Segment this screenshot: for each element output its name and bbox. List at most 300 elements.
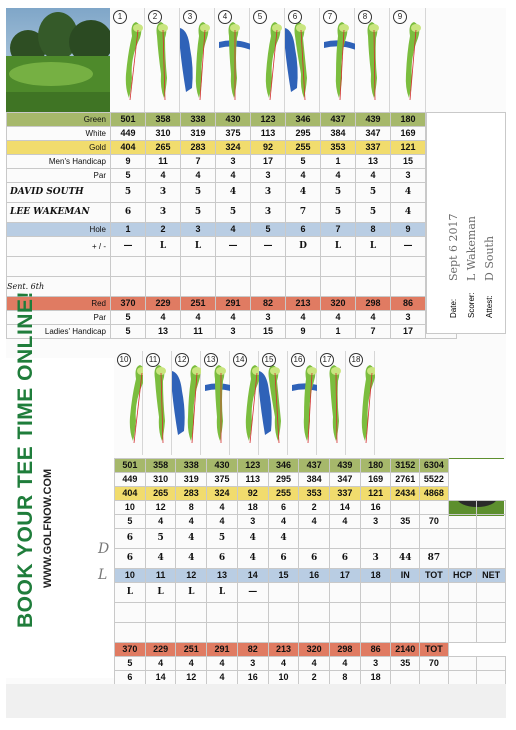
gold-cell: 404 [115, 487, 146, 501]
hole-13-layout [201, 351, 230, 455]
par-cell: 4 [146, 169, 181, 183]
mens-cell: 6 [268, 501, 299, 515]
hole-17-layout [317, 351, 346, 455]
player2-cell[interactable]: 6 [268, 549, 299, 569]
blank1-cell[interactable] [115, 603, 146, 623]
par2-label: Par [7, 311, 111, 325]
hole-number: 10 [117, 353, 131, 367]
player1-cell[interactable] [477, 529, 506, 549]
plusminus-cell[interactable]: L [181, 237, 216, 257]
blank1-cell[interactable] [391, 603, 420, 623]
green-cell: 501 [111, 113, 146, 127]
red-cell: 251 [176, 643, 207, 657]
hole-cell: 17 [330, 569, 361, 583]
hole-diagram-9 [390, 8, 426, 112]
par-cell: 3 [391, 169, 426, 183]
gold-cell: 283 [176, 487, 207, 501]
ladies-cell: 10 [268, 671, 299, 685]
empty-cell[interactable] [391, 277, 426, 297]
mens-cell: 15 [391, 155, 426, 169]
par2-cell: 4 [356, 311, 391, 325]
ladies-row [7, 325, 457, 339]
player1-cell[interactable] [448, 529, 477, 549]
par-cell: 4 [268, 515, 299, 529]
player2-cell[interactable]: 7 [286, 203, 321, 223]
par-cell: 4 [286, 169, 321, 183]
scorer-value: L Wakeman [465, 216, 478, 281]
plusminus-cell[interactable] [268, 583, 299, 603]
red-cell: 229 [145, 643, 176, 657]
plusminus-cell[interactable]: L [176, 583, 207, 603]
empty-cell[interactable] [146, 277, 181, 297]
red-cell [448, 643, 477, 657]
hole-6-layout [285, 8, 320, 112]
ladies-cell [420, 671, 449, 685]
par-cell: 4 [330, 515, 361, 529]
hole-diagram-4 [215, 8, 250, 112]
note-cell [7, 257, 111, 277]
green-cell: 439 [356, 113, 391, 127]
par2-row [7, 311, 457, 325]
empty-cell[interactable] [356, 277, 391, 297]
blank1-cell[interactable] [448, 603, 477, 623]
player2-cell[interactable]: 4 [237, 549, 268, 569]
ladies-cell: 3 [216, 325, 251, 339]
ladies-cell: 6 [115, 671, 146, 685]
hole-cell: 9 [391, 223, 426, 237]
green-cell: 123 [251, 113, 286, 127]
par2-cell: 4 [268, 657, 299, 671]
player2-cell[interactable]: 6 [207, 549, 238, 569]
blank2-cell[interactable] [477, 623, 506, 643]
player1-cell[interactable]: 3 [146, 183, 181, 203]
mens-cell [391, 501, 420, 515]
mens-cell: 17 [251, 155, 286, 169]
hole-cell: 5 [251, 223, 286, 237]
blank2-cell[interactable] [145, 623, 176, 643]
course-photo [6, 8, 110, 112]
player2-cell[interactable]: 6 [330, 549, 361, 569]
par2-cell: 5 [111, 311, 146, 325]
hole-16-layout [288, 351, 317, 455]
hole-12-layout [172, 351, 201, 455]
fairway [215, 365, 225, 441]
blank1-cell[interactable] [477, 603, 506, 623]
gold-cell: 92 [237, 487, 268, 501]
blank1-cell[interactable] [237, 603, 268, 623]
player1-cell[interactable]: 4 [391, 183, 426, 203]
blank2-cell[interactable] [299, 623, 330, 643]
blank2-cell[interactable] [448, 623, 477, 643]
plusminus-cell[interactable]: D [286, 237, 321, 257]
red-cell: 213 [286, 297, 321, 311]
player2-cell[interactable]: 4 [176, 549, 207, 569]
player1-cell[interactable]: 4 [286, 183, 321, 203]
back-initial-2: L [98, 567, 108, 583]
mens-cell: 16 [360, 501, 391, 515]
green-cell [448, 459, 477, 473]
mens-cell: 11 [146, 155, 181, 169]
green-cell: 123 [237, 459, 268, 473]
blank-row [7, 277, 457, 297]
scorecard [6, 8, 506, 718]
blank2-cell[interactable] [330, 623, 361, 643]
player2-cell[interactable]: 87 [420, 549, 449, 569]
blank2-cell[interactable] [115, 623, 146, 643]
mens-cell: 10 [115, 501, 146, 515]
red-cell: 291 [216, 297, 251, 311]
par-cell: 70 [420, 515, 449, 529]
blank1-cell[interactable] [420, 603, 449, 623]
hole-cell: 12 [176, 569, 207, 583]
par2-cell: 3 [251, 311, 286, 325]
hole-diagram-13 [201, 351, 230, 455]
hole-cell: 15 [268, 569, 299, 583]
par2-cell: 4 [321, 311, 356, 325]
empty-cell[interactable] [181, 257, 216, 277]
par2-cell: 4 [330, 657, 361, 671]
blank1-cell[interactable] [176, 603, 207, 623]
hole-number: 3 [183, 10, 197, 24]
player1-cell[interactable]: 5 [111, 183, 146, 203]
green-cell: 338 [181, 113, 216, 127]
white-cell: 375 [207, 473, 238, 487]
empty-cell[interactable] [216, 257, 251, 277]
gold-cell: 121 [360, 487, 391, 501]
player2-cell[interactable]: 5 [216, 203, 251, 223]
hole-3-layout [180, 8, 215, 112]
mens-cell: 3 [216, 155, 251, 169]
plusminus-cell[interactable]: — [391, 237, 426, 257]
back-par-row [115, 515, 506, 529]
gold-cell: 404 [111, 141, 146, 155]
player2-cell[interactable]: 3 [251, 203, 286, 223]
white-cell: 169 [391, 127, 426, 141]
par-cell: 4 [299, 515, 330, 529]
blank-row [7, 257, 457, 277]
white-cell: 310 [146, 127, 181, 141]
player2-cell[interactable]: 44 [391, 549, 420, 569]
empty-cell[interactable] [111, 257, 146, 277]
player2-cell[interactable]: 4 [391, 203, 426, 223]
par-cell [448, 515, 477, 529]
hole-1-layout [110, 8, 145, 112]
player2-cell[interactable]: 3 [146, 203, 181, 223]
par-cell: 3 [237, 515, 268, 529]
green-label: Green [7, 113, 111, 127]
gold-cell: 337 [356, 141, 391, 155]
empty-cell[interactable] [286, 277, 321, 297]
red-cell: 82 [251, 297, 286, 311]
hole-diagram-14 [230, 351, 259, 455]
back-plusminus-row [115, 583, 506, 603]
promo-headline: BOOK YOUR TEE TIME ONLINE! [14, 291, 37, 628]
fairway [406, 22, 420, 98]
hole-diagram-12 [172, 351, 201, 455]
blank1-cell[interactable] [145, 603, 176, 623]
gold-cell: 337 [330, 487, 361, 501]
hole-2-layout [145, 8, 180, 112]
ladies-cell: 5 [111, 325, 146, 339]
red-cell: 2140 [391, 643, 420, 657]
blank2-cell[interactable] [268, 623, 299, 643]
empty-cell[interactable] [251, 257, 286, 277]
player1-cell[interactable] [391, 529, 420, 549]
hole-number: 17 [320, 353, 334, 367]
back-hole-diagrams [114, 351, 375, 455]
attest-label: Attest: [485, 295, 494, 318]
player1-cell[interactable]: 4 [268, 529, 299, 549]
fairway [130, 365, 143, 441]
green-cell: 430 [207, 459, 238, 473]
hole-5-layout [250, 8, 285, 112]
red-cell: 298 [356, 297, 391, 311]
mens-cell: 14 [330, 501, 361, 515]
par-label: Par [7, 169, 111, 183]
blank2-cell[interactable] [420, 623, 449, 643]
gold-cell [448, 487, 477, 501]
plusminus-cell[interactable]: L [207, 583, 238, 603]
ladies-cell: 12 [176, 671, 207, 685]
ladies-cell [448, 671, 477, 685]
hole-18-layout [346, 351, 375, 455]
player1-cell[interactable]: 4 [216, 183, 251, 203]
gold-cell: 283 [181, 141, 216, 155]
blank2-cell[interactable] [391, 623, 420, 643]
plusminus-cell[interactable]: L [115, 583, 146, 603]
blank2-cell[interactable] [237, 623, 268, 643]
player1-cell[interactable]: 6 [115, 529, 146, 549]
back-red-row [115, 643, 506, 657]
plusminus-cell[interactable]: — [251, 237, 286, 257]
hole-cell: 4 [216, 223, 251, 237]
player1-cell[interactable] [299, 529, 330, 549]
fairway [362, 365, 375, 441]
blank2-cell[interactable] [176, 623, 207, 643]
hole-diagram-16 [288, 351, 317, 455]
player2-label: LEE WAKEMAN [7, 203, 111, 223]
mens-label: Men's Handicap [7, 155, 111, 169]
fairway [188, 365, 201, 441]
empty-cell[interactable] [321, 277, 356, 297]
blank2-cell[interactable] [360, 623, 391, 643]
hole-diagram-15 [259, 351, 288, 455]
red-cell: 86 [360, 643, 391, 657]
white-cell: 5522 [420, 473, 449, 487]
back-initial-1: D [98, 541, 110, 557]
green-cell: 3152 [391, 459, 420, 473]
green-cell: 437 [321, 113, 356, 127]
mens-cell: 9 [111, 155, 146, 169]
hole-cell: 8 [356, 223, 391, 237]
empty-cell[interactable] [216, 277, 251, 297]
hole-cell: 3 [181, 223, 216, 237]
player1-cell[interactable]: 4 [237, 529, 268, 549]
green-cell: 338 [176, 459, 207, 473]
red-cell: 229 [146, 297, 181, 311]
green-cell: 6304 [420, 459, 449, 473]
hole-11-layout [143, 351, 172, 455]
back-blank2-row [115, 623, 506, 643]
player2-cell[interactable]: 6 [299, 549, 330, 569]
back-green-row [115, 459, 506, 473]
gold-cell: 265 [145, 487, 176, 501]
mens-cell: 12 [145, 501, 176, 515]
red-cell: 251 [181, 297, 216, 311]
mens-cell: 7 [181, 155, 216, 169]
plusminus-cell[interactable] [477, 583, 506, 603]
empty-cell[interactable] [321, 257, 356, 277]
player2-cell[interactable]: 6 [111, 203, 146, 223]
blank1-cell[interactable] [268, 603, 299, 623]
blank1-cell[interactable] [207, 603, 238, 623]
player1-cell[interactable] [360, 529, 391, 549]
empty-cell[interactable] [391, 257, 426, 277]
white-cell: 384 [321, 127, 356, 141]
player1-cell[interactable]: 4 [176, 529, 207, 549]
player1-cell[interactable] [330, 529, 361, 549]
player1-cell[interactable] [420, 529, 449, 549]
plusminus-cell[interactable] [299, 583, 330, 603]
white-cell: 2761 [391, 473, 420, 487]
empty-cell[interactable] [286, 257, 321, 277]
red-cell: 370 [115, 643, 146, 657]
plusminus-cell[interactable] [391, 583, 420, 603]
mens-cell: 2 [299, 501, 330, 515]
green-row [7, 113, 457, 127]
par-cell: 5 [115, 515, 146, 529]
par2-cell: 5 [115, 657, 146, 671]
par-cell: 4 [321, 169, 356, 183]
hole-7-layout [320, 8, 355, 112]
front-hole-diagrams [110, 8, 426, 112]
back-blank1-row [115, 603, 506, 623]
hole-diagram-6 [285, 8, 320, 112]
player2-cell[interactable]: 3 [360, 549, 391, 569]
back-par2-row [115, 657, 506, 671]
par-cell: 4 [356, 169, 391, 183]
gold-label: Gold [7, 141, 111, 155]
ladies-cell [391, 671, 420, 685]
plusminus-cell[interactable]: L [146, 237, 181, 257]
red-cell: 82 [237, 643, 268, 657]
empty-cell[interactable] [111, 277, 146, 297]
gold-cell: 4868 [420, 487, 449, 501]
attest-value: D South [483, 235, 496, 281]
player2-cell[interactable]: 5 [321, 203, 356, 223]
player1-cell[interactable]: 5 [356, 183, 391, 203]
plusminus-cell[interactable]: L [321, 237, 356, 257]
player2-cell[interactable] [448, 549, 477, 569]
blank1-cell[interactable] [330, 603, 361, 623]
empty-cell[interactable] [251, 277, 286, 297]
player1-cell[interactable]: 5 [321, 183, 356, 203]
green-cell [477, 459, 506, 473]
water-hazard [172, 371, 185, 435]
red-cell: TOT [420, 643, 449, 657]
par-cell: 4 [216, 169, 251, 183]
player2-cell[interactable]: 5 [181, 203, 216, 223]
blank1-cell[interactable] [299, 603, 330, 623]
gold-row [7, 141, 457, 155]
fairway [126, 22, 142, 98]
gold-cell: 265 [146, 141, 181, 155]
plusminus-cell[interactable] [448, 583, 477, 603]
gold-cell: 324 [207, 487, 238, 501]
plusminus-cell[interactable]: — [216, 237, 251, 257]
hole-diagram-3 [180, 8, 215, 112]
par2-cell: 70 [420, 657, 449, 671]
player2-cell[interactable]: 5 [356, 203, 391, 223]
par2-cell [477, 657, 506, 671]
blank2-cell[interactable] [207, 623, 238, 643]
plusminus-cell[interactable]: — [111, 237, 146, 257]
back-player2-row [115, 549, 506, 569]
plusminus-cell[interactable] [360, 583, 391, 603]
empty-cell[interactable] [146, 257, 181, 277]
plusminus-cell[interactable] [330, 583, 361, 603]
hole-number: 8 [358, 10, 372, 24]
hole-number: 16 [291, 353, 305, 367]
hole-15-layout [259, 351, 288, 455]
player1-cell[interactable]: 5 [145, 529, 176, 549]
white-cell: 449 [111, 127, 146, 141]
par2-cell: 3 [391, 311, 426, 325]
plusminus-cell[interactable] [420, 583, 449, 603]
empty-cell[interactable] [356, 257, 391, 277]
plusminus-cell[interactable]: L [356, 237, 391, 257]
par-cell: 3 [251, 169, 286, 183]
par2-cell: 4 [176, 657, 207, 671]
white-cell: 169 [360, 473, 391, 487]
hole-number: 5 [253, 10, 267, 24]
red-cell: 320 [321, 297, 356, 311]
player1-cell[interactable]: 5 [207, 529, 238, 549]
mens-cell [477, 501, 506, 515]
green-cell: 180 [360, 459, 391, 473]
water-hazard [292, 383, 317, 393]
mens-cell [420, 501, 449, 515]
red-cell: 370 [111, 297, 146, 311]
gold-cell: 2434 [391, 487, 420, 501]
blank1-cell[interactable] [360, 603, 391, 623]
date-value: Sept 6 2017 [447, 213, 460, 281]
gold-cell: 121 [391, 141, 426, 155]
player1-cell[interactable]: 5 [181, 183, 216, 203]
par2-cell: 4 [207, 657, 238, 671]
hole-cell: 14 [237, 569, 268, 583]
white-cell: 113 [251, 127, 286, 141]
gold-cell: 255 [268, 487, 299, 501]
hole-cell: 11 [145, 569, 176, 583]
player2-cell[interactable]: 6 [115, 549, 146, 569]
red-cell: 213 [268, 643, 299, 657]
plusminus-cell[interactable]: L [145, 583, 176, 603]
player1-cell[interactable]: 3 [251, 183, 286, 203]
white-cell: 347 [330, 473, 361, 487]
ladies-cell: 18 [360, 671, 391, 685]
hole-cell: 1 [111, 223, 146, 237]
par-cell [477, 515, 506, 529]
player2-cell[interactable]: 4 [145, 549, 176, 569]
empty-cell[interactable] [181, 277, 216, 297]
red-cell: 320 [299, 643, 330, 657]
red-row [7, 297, 457, 311]
player2-cell[interactable] [477, 549, 506, 569]
white-cell [448, 473, 477, 487]
plusminus-cell[interactable]: — [237, 583, 268, 603]
back-player1-row [115, 529, 506, 549]
